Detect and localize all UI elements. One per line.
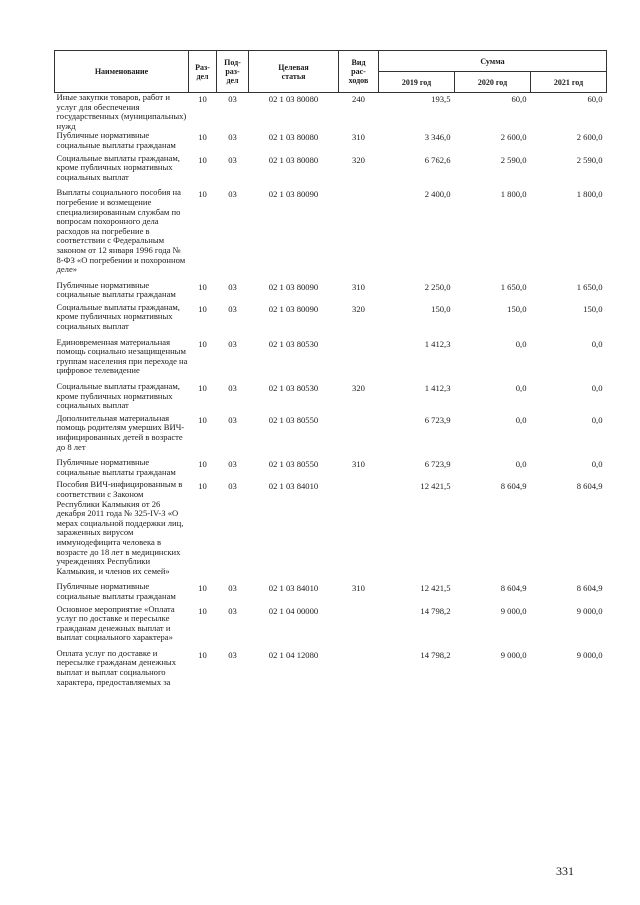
row-sum-2021: 2 590,0 <box>576 154 603 165</box>
row-kind <box>339 338 379 382</box>
row-name: Публичные нормативные социальные выплаты гражданам <box>56 457 176 477</box>
row-name: Иные закупки товаров, работ и услуг для обеспечения государственных (муниципальных) нужд <box>56 92 187 131</box>
row-sum-2020: 1 650,0 <box>500 281 527 292</box>
row-section: 10 <box>198 303 207 314</box>
row-kind: 310 <box>352 459 365 470</box>
row-sum-2020: 2 590,0 <box>500 154 527 165</box>
row-name: Единовременная материальная помощь социально незащищенным группам населения при переходе на цифровое телевидение <box>56 336 188 376</box>
table-row <box>55 303 607 338</box>
row-sum-2021: 8 604,9 <box>576 583 603 594</box>
header-subsection-label: Под- раз- дел <box>224 58 241 85</box>
row-subsection: 03 <box>228 94 237 104</box>
row-sum-2021: 9 000,0 <box>576 605 603 616</box>
table-row <box>55 458 607 480</box>
row-sum-2019: 12 421,5 <box>420 583 451 594</box>
row-sum-2021: 0,0 <box>591 338 603 349</box>
table-row <box>55 281 607 303</box>
row-sum-2021: 8 604,9 <box>576 481 603 492</box>
row-kind <box>339 649 379 687</box>
table-row <box>55 131 607 153</box>
row-sum-2021: 150,0 <box>583 303 603 314</box>
row-subsection: 03 <box>228 132 237 143</box>
row-sum-2020: 0,0 <box>515 383 527 394</box>
row-section: 10 <box>198 481 207 492</box>
row-sum-2019: 6 762,6 <box>424 154 451 165</box>
row-sum-2020: 60,0 <box>511 94 527 104</box>
header-target <box>249 51 339 93</box>
row-section: 10 <box>198 154 207 165</box>
row-name: Публичные нормативные социальные выплаты гражданам <box>56 279 176 300</box>
row-target: 02 1 04 12080 <box>268 649 319 660</box>
row-sum-2020: 0,0 <box>515 414 527 425</box>
header-kind <box>339 51 379 93</box>
row-sum-2021: 2 600,0 <box>576 132 603 143</box>
row-target: 02 1 03 80080 <box>268 154 319 165</box>
row-sum-2020: 8 604,9 <box>500 583 527 594</box>
header-year-2020: 2020 год <box>455 72 531 93</box>
row-target: 02 1 03 84010 <box>268 583 319 594</box>
row-name: Социальные выплаты гражданам, кроме публичных нормативных социальных выплат <box>56 152 180 182</box>
row-kind <box>339 605 379 649</box>
row-subsection: 03 <box>228 303 237 314</box>
row-sum-2019: 6 723,9 <box>424 414 451 425</box>
row-subsection: 03 <box>228 605 237 616</box>
row-section: 10 <box>198 414 207 425</box>
row-sum-2020: 0,0 <box>515 338 527 349</box>
table-row <box>55 414 607 458</box>
row-section: 10 <box>198 459 207 470</box>
header-section <box>189 51 217 93</box>
row-sum-2019: 1 412,3 <box>424 338 451 349</box>
row-target: 02 1 03 80080 <box>268 94 319 104</box>
row-subsection: 03 <box>228 383 237 394</box>
header-year-2021: 2021 год <box>531 72 607 93</box>
table-body <box>55 93 607 688</box>
header-subsection <box>217 51 249 93</box>
page-number: 331 <box>556 864 574 878</box>
row-section: 10 <box>198 281 207 292</box>
header-target-label: Целевая статья <box>278 62 309 81</box>
table-row <box>55 582 607 604</box>
row-sum-2019: 12 421,5 <box>420 481 451 492</box>
budget-table <box>54 50 607 687</box>
row-section: 10 <box>198 383 207 394</box>
row-sum-2019: 193,5 <box>431 94 451 104</box>
row-sum-2019: 3 346,0 <box>424 132 451 143</box>
row-sum-2019: 2 250,0 <box>424 281 451 292</box>
row-target: 02 1 03 80550 <box>268 459 319 470</box>
row-name: Оплата услуг по доставке и пересылке гражданам денежных выплат и выплат социального характера, предоставляемых за <box>56 647 177 687</box>
row-sum-2021: 60,0 <box>587 94 603 104</box>
row-kind <box>339 414 379 458</box>
row-sum-2021: 0,0 <box>591 459 603 470</box>
row-subsection: 03 <box>228 154 237 165</box>
row-kind <box>339 188 379 280</box>
row-sum-2019: 14 798,2 <box>420 605 451 616</box>
row-subsection: 03 <box>228 649 237 660</box>
row-subsection: 03 <box>228 338 237 349</box>
row-sum-2020: 150,0 <box>507 303 527 314</box>
row-kind: 240 <box>352 94 365 104</box>
row-sum-2019: 1 412,3 <box>424 383 451 394</box>
table-row <box>55 93 607 132</box>
row-section: 10 <box>198 189 207 200</box>
row-sum-2020: 9 000,0 <box>500 605 527 616</box>
row-target: 02 1 03 80090 <box>268 189 319 200</box>
row-sum-2020: 9 000,0 <box>500 649 527 660</box>
row-target: 02 1 03 80530 <box>268 338 319 349</box>
row-sum-2019: 6 723,9 <box>424 459 451 470</box>
row-section: 10 <box>198 132 207 143</box>
row-kind: 310 <box>352 281 365 292</box>
row-name: Основное мероприятие «Оплата услуг по доставке и пересылке гражданам денежных выплат и выплат социального характера» <box>56 603 175 643</box>
row-name: Публичные нормативные социальные выплаты гражданам <box>56 581 176 601</box>
row-section: 10 <box>198 94 207 104</box>
row-subsection: 03 <box>228 459 237 470</box>
table-row <box>55 649 607 687</box>
table-row <box>55 188 607 280</box>
row-sum-2021: 1 650,0 <box>576 281 603 292</box>
row-kind: 310 <box>352 132 365 143</box>
row-section: 10 <box>198 338 207 349</box>
row-sum-2021: 0,0 <box>591 414 603 425</box>
row-subsection: 03 <box>228 583 237 594</box>
row-kind <box>339 480 379 582</box>
row-subsection: 03 <box>228 189 237 200</box>
row-target: 02 1 04 00000 <box>268 605 319 616</box>
row-sum-2019: 150,0 <box>431 303 451 314</box>
row-subsection: 03 <box>228 481 237 492</box>
row-kind: 310 <box>352 583 365 594</box>
row-name: Дополнительная материальная помощь родителям умерших ВИЧ-инфицированных детей в возрасте до 8 лет <box>56 412 185 452</box>
header-kind-label: Вид рас- ходов <box>348 58 369 85</box>
row-sum-2020: 8 604,9 <box>500 481 527 492</box>
header-year-2019: 2019 год <box>379 72 455 93</box>
row-target: 02 1 03 80080 <box>268 132 319 143</box>
row-name: Выплаты социального пособия на погребение и возмещение специализированным службам по вопросам похоронного дела расходов на погребение в соответствии с Федеральным законом от 12 января 1996 года № 8-ФЗ «О погребении и похоронном деле» <box>56 187 186 275</box>
table-row <box>55 154 607 189</box>
row-sum-2021: 0,0 <box>591 383 603 394</box>
row-section: 10 <box>198 583 207 594</box>
row-sum-2021: 9 000,0 <box>576 649 603 660</box>
row-sum-2021: 1 800,0 <box>576 189 603 200</box>
row-target: 02 1 03 80530 <box>268 383 319 394</box>
header-name: Наименование <box>55 51 189 93</box>
row-subsection: 03 <box>228 414 237 425</box>
row-sum-2020: 0,0 <box>515 459 527 470</box>
row-target: 02 1 03 80090 <box>268 281 319 292</box>
row-target: 02 1 03 80090 <box>268 303 319 314</box>
row-section: 10 <box>198 605 207 616</box>
table-row <box>55 338 607 382</box>
row-sum-2019: 2 400,0 <box>424 189 451 200</box>
table-header <box>55 51 607 93</box>
table-row <box>55 382 607 414</box>
row-sum-2019: 14 798,2 <box>420 649 451 660</box>
row-subsection: 03 <box>228 281 237 292</box>
row-sum-2020: 2 600,0 <box>500 132 527 143</box>
table-row <box>55 605 607 649</box>
row-kind: 320 <box>352 154 365 165</box>
row-sum-2020: 1 800,0 <box>500 189 527 200</box>
table-row <box>55 480 607 582</box>
row-name: Социальные выплаты гражданам, кроме публичных нормативных социальных выплат <box>56 301 180 332</box>
header-section-label: Раз- дел <box>195 62 210 81</box>
row-kind: 320 <box>352 383 365 394</box>
row-name: Пособия ВИЧ-инфицированным в соответствии с Законом Республики Калмыкия от 26 декабря 2011 года № 325-IV-З «О мерах социальной поддержки лиц, зараженных вирусом иммунодефицита человека в возрасте до 18 лет в медицинских учреждениях Республики Калмыкия, и членов их семей» <box>56 479 184 576</box>
header-sum: Сумма <box>379 51 607 72</box>
row-name: Публичные нормативные социальные выплаты гражданам <box>56 130 176 150</box>
row-kind: 320 <box>352 303 365 314</box>
row-target: 02 1 03 80550 <box>268 414 319 425</box>
row-section: 10 <box>198 649 207 660</box>
row-target: 02 1 03 84010 <box>268 481 319 492</box>
row-name: Социальные выплаты гражданам, кроме публичных нормативных социальных выплат <box>56 381 180 411</box>
